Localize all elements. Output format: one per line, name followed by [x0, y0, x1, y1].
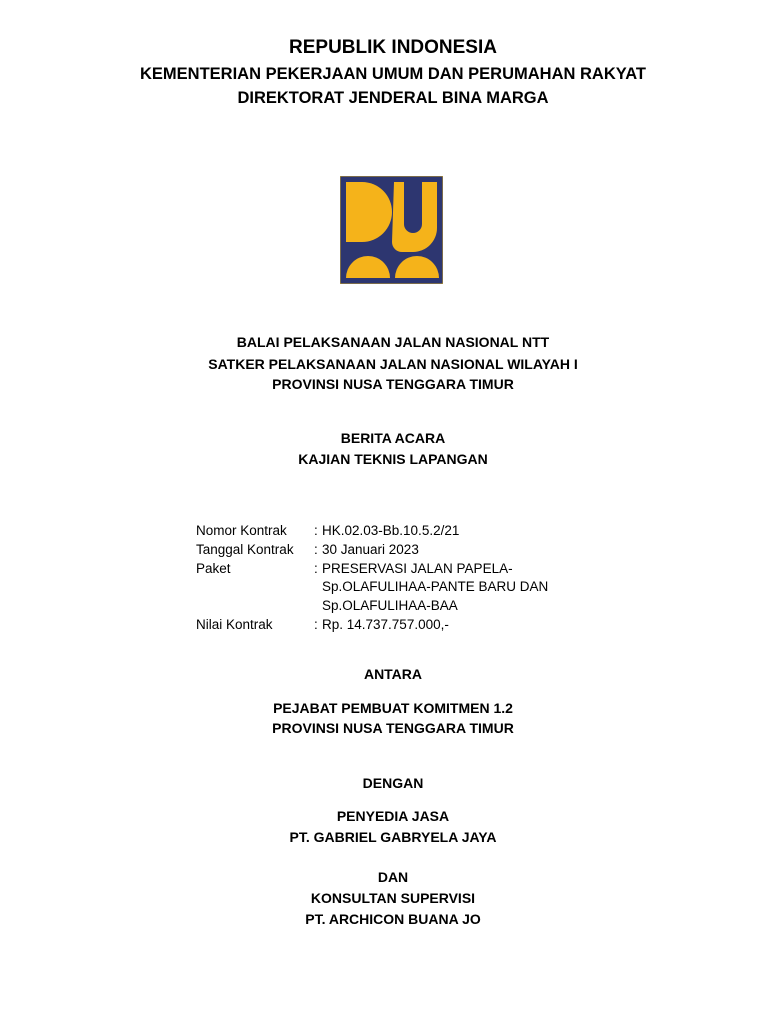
package-value-line-3: Sp.OLAFULIHAA-BAA — [322, 598, 458, 614]
contract-date-row — [196, 541, 548, 560]
dan-heading: DAN — [377, 869, 409, 885]
provider-line-2: PT. GABRIEL GABRYELA JAYA — [289, 829, 497, 845]
contract-info — [196, 522, 548, 635]
provider-line-1: PENYEDIA JASA — [336, 808, 450, 824]
contract-number-value: HK.02.03-Bb.10.5.2/21 — [322, 523, 460, 538]
ministry-heading: KEMENTERIAN PEKERJAAN UMUM DAN PERUMAHAN RAKYAT — [139, 65, 647, 83]
contract-date-value: 30 Januari 2023 — [322, 541, 419, 557]
ppk-line-2: PROVINSI NUSA TENGGARA TIMUR — [272, 720, 514, 736]
office-line-3: PROVINSI NUSA TENGGARA TIMUR — [272, 376, 514, 392]
office-line-1: BALAI PELAKSANAAN JALAN NASIONAL NTT — [236, 334, 550, 350]
dengan-heading: DENGAN — [362, 775, 424, 791]
consultant-line-1: KONSULTAN SUPERVISI — [310, 890, 476, 906]
pu-logo-icon — [340, 176, 443, 284]
package-label: Paket — [196, 560, 231, 576]
contract-number-row — [196, 522, 548, 541]
document-title-2: KAJIAN TEKNIS LAPANGAN — [298, 451, 488, 467]
package-value-line-2: Sp.OLAFULIHAA-PANTE BARU DAN — [322, 579, 549, 595]
separator: : — [314, 616, 318, 632]
document-title-1: BERITA ACARA — [340, 430, 446, 446]
page-title: REPUBLIK INDONESIA — [289, 37, 497, 58]
contract-value-row — [196, 616, 548, 635]
separator: : — [314, 523, 318, 538]
separator: : — [314, 541, 318, 557]
contract-date-label: Tanggal Kontrak — [196, 541, 294, 557]
contract-value-amount: Rp. 14.737.757.000,- — [322, 616, 449, 632]
antara-heading: ANTARA — [363, 666, 423, 682]
separator: : — [314, 560, 318, 576]
logo-right-cut — [404, 182, 422, 233]
office-line-2: SATKER PELAKSANAAN JALAN NASIONAL WILAYAH I — [208, 356, 578, 372]
directorate-heading: DIREKTORAT JENDERAL BINA MARGA — [237, 89, 549, 107]
package-value-line-1: PRESERVASI JALAN PAPELA- — [322, 560, 513, 576]
contract-number-label: Nomor Kontrak — [196, 523, 287, 538]
contract-value-label: Nilai Kontrak — [196, 616, 273, 632]
package-row — [196, 560, 548, 579]
ppk-line-1: PEJABAT PEMBUAT KOMITMEN 1.2 — [273, 700, 513, 716]
consultant-line-2: PT. ARCHICON BUANA JO — [305, 911, 481, 927]
